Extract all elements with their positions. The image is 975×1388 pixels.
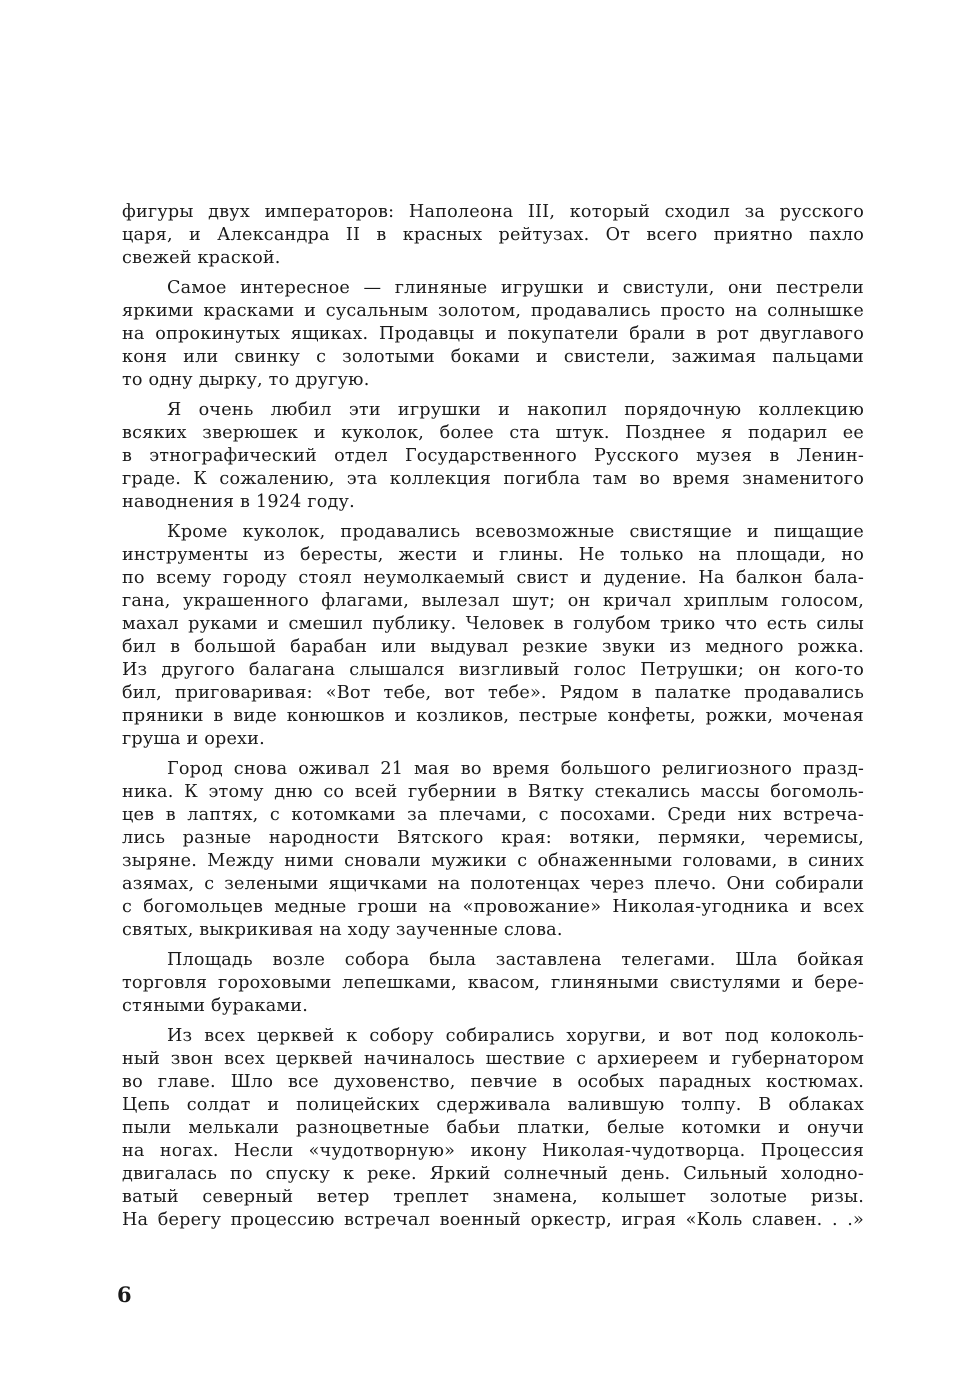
text-line: стяными бураками. — [122, 996, 309, 1016]
text-line: Цепь солдат и полицейских сдерживала валившую толпу. В облаках — [122, 1095, 864, 1115]
paragraph-2 — [122, 277, 864, 392]
text-line: ватый северный ветер треплет знамена, колышет золотые ризы. — [122, 1187, 864, 1207]
text-line: царя, и Александра II в красных рейтузах. От всего приятно пахло — [122, 225, 864, 245]
text-line: цев в лаптях, с котомками за плечами, с посохами. Среди них встреча- — [122, 805, 864, 825]
text-line: бил, приговаривая: «Вот тебе, вот тебе». Рядом в палатке продавались — [122, 683, 864, 703]
text-line: Из всех церквей к собору собирались хоругви, и вот под колоколь- — [167, 1026, 864, 1046]
text-line: лись разные народности Вятского края: вотяки, пермяки, черемисы, — [122, 828, 864, 848]
text-line: инструменты из бересты, жести и глины. Не только на площади, но — [122, 545, 864, 565]
text-line: Площадь возле собора была заставлена телегами. Шла бойкая — [167, 950, 864, 970]
text-line: пряники в виде конюшков и козликов, пестрые конфеты, рожки, моченая — [122, 706, 864, 726]
text-line: яркими красками и сусальным золотом, продавались просто на солнышке — [122, 301, 864, 321]
text-line: на ногах. Несли «чудотворную» икону Николая-чудотворца. Процессия — [122, 1141, 864, 1161]
text-line: зыряне. Между ними сновали мужики с обнаженными головами, в синих — [122, 851, 864, 871]
text-line: ника. К этому дню со всей губернии в Вятку стекались массы богомоль- — [122, 782, 864, 802]
paragraph-5 — [122, 758, 864, 942]
text-line: наводнения в 1924 году. — [122, 492, 355, 512]
text-line: граде. К сожалению, эта коллекция погибла там во время знаменитого — [122, 469, 864, 489]
text-line: Самое интересное — глиняные игрушки и свистули, они пестрели — [167, 278, 864, 298]
text-line: груша и орехи. — [122, 729, 265, 749]
text-line: Я очень любил эти игрушки и накопил порядочную коллекцию — [167, 400, 864, 420]
text-line: святых, выкрикивая на ходу заученные слова. — [122, 920, 563, 940]
text-line: пыли мелькали разноцветные бабьи платки, белые котомки и онучи — [122, 1118, 864, 1138]
paragraph-6 — [122, 949, 864, 1018]
text-line: свежей краской. — [122, 248, 281, 268]
text-line: то одну дырку, то другую. — [122, 370, 370, 390]
text-line: азямах, с зелеными ящичками на полотенцах через плечо. Они собирали — [122, 874, 864, 894]
paragraph-4 — [122, 521, 864, 751]
text-line: во главе. Шло все духовенство, певчие в особых парадных костюмах. — [122, 1072, 864, 1092]
text-line: гана, украшенного флагами, вылезал шут; он кричал хриплым голосом, — [122, 591, 864, 611]
text-line: бил в большой барабан или выдувал резкие звуки из медного рожка. — [122, 637, 864, 657]
text-line: На берегу процессию встречал военный оркестр, играя «Коль славен. . .» — [122, 1210, 864, 1230]
page-number: 6 — [117, 1282, 132, 1307]
text-line: Город снова оживал 21 мая во время большого религиозного празд- — [167, 759, 864, 779]
text-line: фигуры двух императоров: Наполеона III, который сходил за русского — [122, 202, 864, 222]
text-line: ный звон всех церквей начиналось шествие с архиереем и губернатором — [122, 1049, 864, 1069]
text-line: в этнографический отдел Государственного Русского музея в Ленин- — [122, 446, 864, 466]
text-line: по всему городу стоял неумолкаемый свист и дудение. На балкон бала- — [122, 568, 864, 588]
body-text — [122, 201, 864, 1239]
text-line: с богомольцев медные гроши на «провожание» Николая-угодника и всех — [122, 897, 864, 917]
text-line: торговля гороховыми лепешками, квасом, глиняными свистулями и бере- — [122, 973, 864, 993]
text-line: всяких зверюшек и куколок, более ста штук. Позднее я подарил ее — [122, 423, 864, 443]
paragraph-7 — [122, 1025, 864, 1232]
paragraph-1 — [122, 201, 864, 270]
text-line: двигалась по спуску к реке. Яркий солнечный день. Сильный холодно- — [122, 1164, 864, 1184]
text-line: Из другого балагана слышался визгливый голос Петрушки; он кого-то — [122, 660, 864, 680]
text-line: Кроме куколок, продавались всевозможные свистящие и пищащие — [167, 522, 864, 542]
text-line: махал руками и смешил публику. Человек в голубом трико что есть силы — [122, 614, 864, 634]
text-line: на опрокинутых ящиках. Продавцы и покупатели брали в рот двуглавого — [122, 324, 864, 344]
paragraph-3 — [122, 399, 864, 514]
text-line: коня или свинку с золотыми боками и свистели, зажимая пальцами — [122, 347, 864, 367]
